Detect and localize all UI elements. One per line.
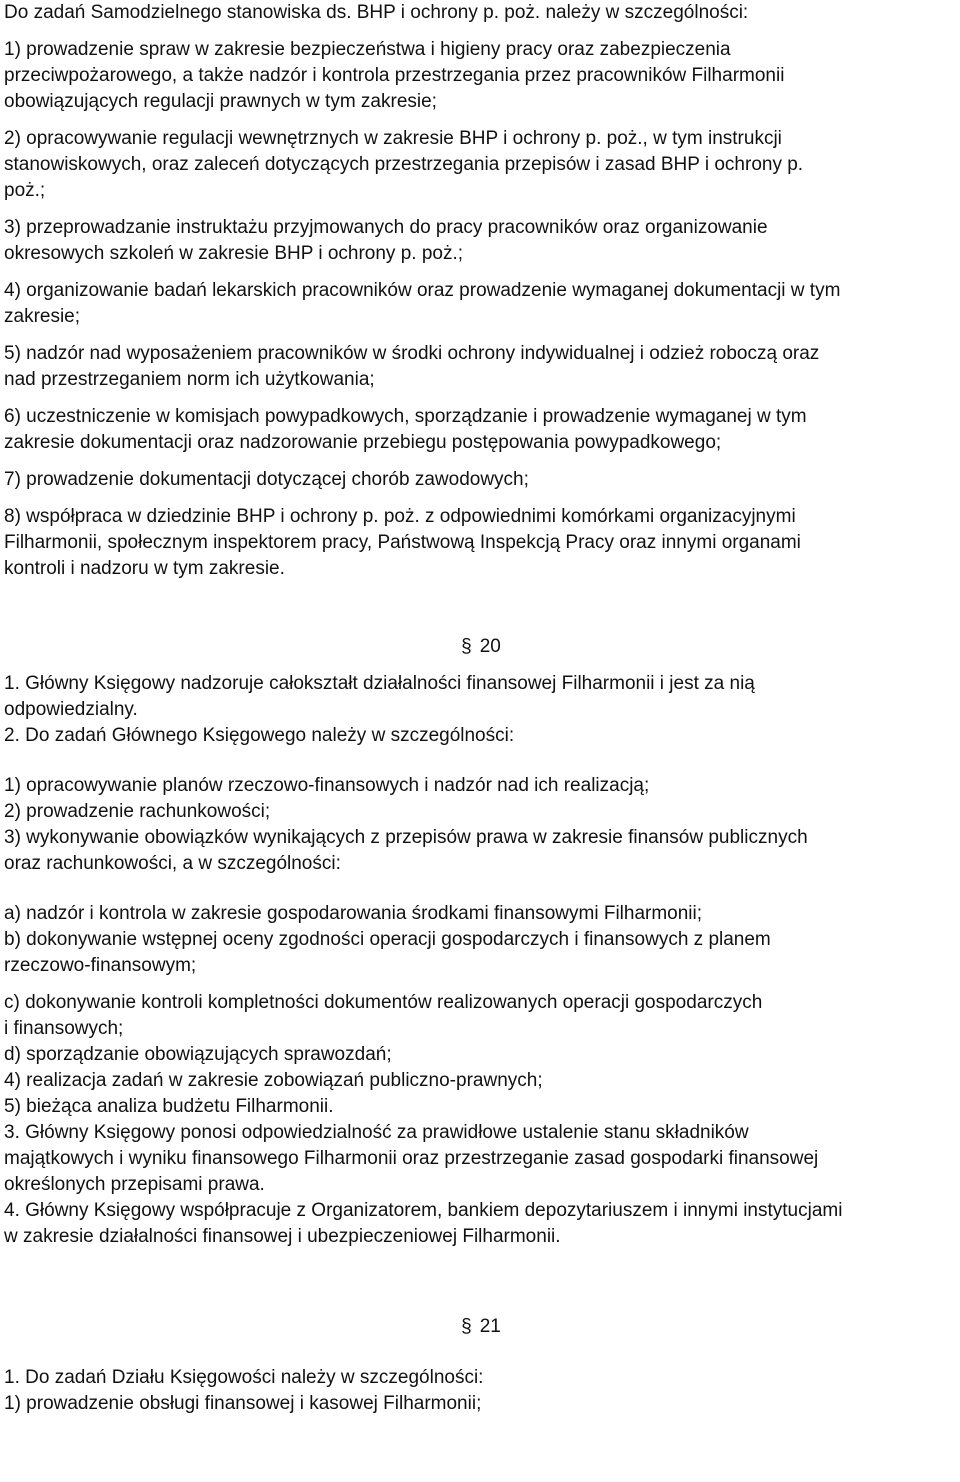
text-line: okresowych szkoleń w zakresie BHP i ochrony p. poż.;	[4, 243, 464, 264]
text-line: Filharmonii, społecznym inspektorem pracy, Państwową Inspekcją Pracy oraz innymi organami	[4, 532, 801, 553]
text-line: 3) wykonywanie obowiązków wynikających z przepisów prawa w zakresie finansów publicznych	[4, 827, 808, 848]
text-line: 5) nadzór nad wyposażeniem pracowników w środki ochrony indywidualnej i odzież roboczą oraz	[4, 343, 820, 364]
text-line: 1. Główny Księgowy nadzoruje całokształt działalności finansowej Filharmonii i jest za nią	[4, 673, 755, 694]
text-line: 2) opracowywanie regulacji wewnętrznych w zakresie BHP i ochrony p. poż., w tym instrukcji	[4, 128, 782, 149]
text-line: 4. Główny Księgowy współpracuje z Organizatorem, bankiem depozytariuszem i innymi instytucjami	[4, 1200, 843, 1221]
text-line: majątkowych i wyniku finansowego Filharmonii oraz przestrzeganie zasad gospodarki finansowej	[4, 1148, 819, 1169]
bhp-item	[4, 278, 958, 330]
document-page	[4, 0, 958, 1417]
text-line: 6) uczestniczenie w komisjach powypadkowych, sporządzanie i prowadzenie wymaganej w tym	[4, 406, 807, 427]
text-line: a) nadzór i kontrola w zakresie gospodarowania środkami finansowymi Filharmonii;	[4, 903, 703, 924]
section-heading-21	[4, 1314, 958, 1340]
text-line: zakresie dokumentacji oraz nadzorowanie przebiegu postępowania powypadkowego;	[4, 432, 722, 453]
text-line: 3. Główny Księgowy ponosi odpowiedzialność za prawidłowe ustalenie stanu składników	[4, 1122, 749, 1143]
text-line: obowiązujących regulacji prawnych w tym zakresie;	[4, 91, 437, 112]
section-20-block	[4, 773, 958, 877]
section-heading-20	[4, 634, 958, 660]
bhp-item	[4, 341, 958, 393]
text-line: rzeczowo-finansowym;	[4, 955, 197, 976]
text-line: nad przestrzeganiem norm ich użytkowania;	[4, 369, 375, 390]
text-line: 1) prowadzenie spraw w zakresie bezpieczeństwa i higieny pracy oraz zabezpieczenia	[4, 39, 731, 60]
section-sign: §	[461, 636, 472, 657]
text-line: 1) opracowywanie planów rzeczowo-finansowych i nadzór nad ich realizacją;	[4, 775, 650, 796]
text-line: 4) realizacja zadań w zakresie zobowiązań publiczno-prawnych;	[4, 1070, 543, 1091]
text-line: 2) prowadzenie rachunkowości;	[4, 801, 271, 822]
text-line: d) sporządzanie obowiązujących sprawozdań;	[4, 1044, 392, 1065]
section-20-block	[4, 990, 958, 1250]
bhp-item	[4, 126, 958, 204]
text-line: 1. Do zadań Działu Księgowości należy w szczególności:	[4, 1367, 484, 1388]
section-sign: §	[461, 1316, 472, 1337]
section-number: 20	[479, 636, 501, 657]
text-line: 2. Do zadań Głównego Księgowego należy w szczególności:	[4, 725, 515, 746]
text-line: oraz rachunkowości, a w szczególności:	[4, 853, 341, 874]
bhp-item	[4, 504, 958, 582]
text-line: stanowiskowych, oraz zaleceń dotyczących przestrzegania przepisów i zasad BHP i ochrony p.	[4, 154, 804, 175]
text-line: b) dokonywanie wstępnej oceny zgodności operacji gospodarczych i finansowych z planem	[4, 929, 771, 950]
text-line: kontroli i nadzoru w tym zakresie.	[4, 558, 285, 579]
text-line: 7) prowadzenie dokumentacji dotyczącej chorób zawodowych;	[4, 469, 529, 490]
intro-line: Do zadań Samodzielnego stanowiska ds. BHP i ochrony p. poż. należy w szczególności:	[4, 2, 749, 23]
bhp-item	[4, 215, 958, 267]
text-line: 3) przeprowadzanie instruktażu przyjmowanych do pracy pracowników oraz organizowanie	[4, 217, 768, 238]
section-number: 21	[479, 1316, 501, 1337]
bhp-item	[4, 37, 958, 115]
text-line: w zakresie działalności finansowej i ubezpieczeniowej Filharmonii.	[4, 1226, 561, 1247]
document-content	[4, 0, 958, 1417]
text-line: przeciwpożarowego, a także nadzór i kontrola przestrzegania przez pracowników Filharmonii	[4, 65, 785, 86]
text-line: odpowiedzialny.	[4, 699, 138, 720]
text-line: c) dokonywanie kontroli kompletności dokumentów realizowanych operacji gospodarczych	[4, 992, 763, 1013]
bhp-item	[4, 467, 958, 493]
section-20-block	[4, 671, 958, 749]
text-line: zakresie;	[4, 306, 81, 327]
section-21-block	[4, 1365, 958, 1417]
text-line: 1) prowadzenie obsługi finansowej i kasowej Filharmonii;	[4, 1393, 482, 1414]
text-line: 4) organizowanie badań lekarskich pracowników oraz prowadzenie wymaganej dokumentacji w tym	[4, 280, 841, 301]
text-line: i finansowych;	[4, 1018, 124, 1039]
bhp-item	[4, 404, 958, 456]
text-line: 8) współpraca w dziedzinie BHP i ochrony p. poż. z odpowiednimi komórkami organizacyjnymi	[4, 506, 796, 527]
text-line: poż.;	[4, 180, 46, 201]
text-line: określonych przepisami prawa.	[4, 1174, 265, 1195]
text-line: 5) bieżąca analiza budżetu Filharmonii.	[4, 1096, 334, 1117]
section-20-block	[4, 901, 958, 979]
